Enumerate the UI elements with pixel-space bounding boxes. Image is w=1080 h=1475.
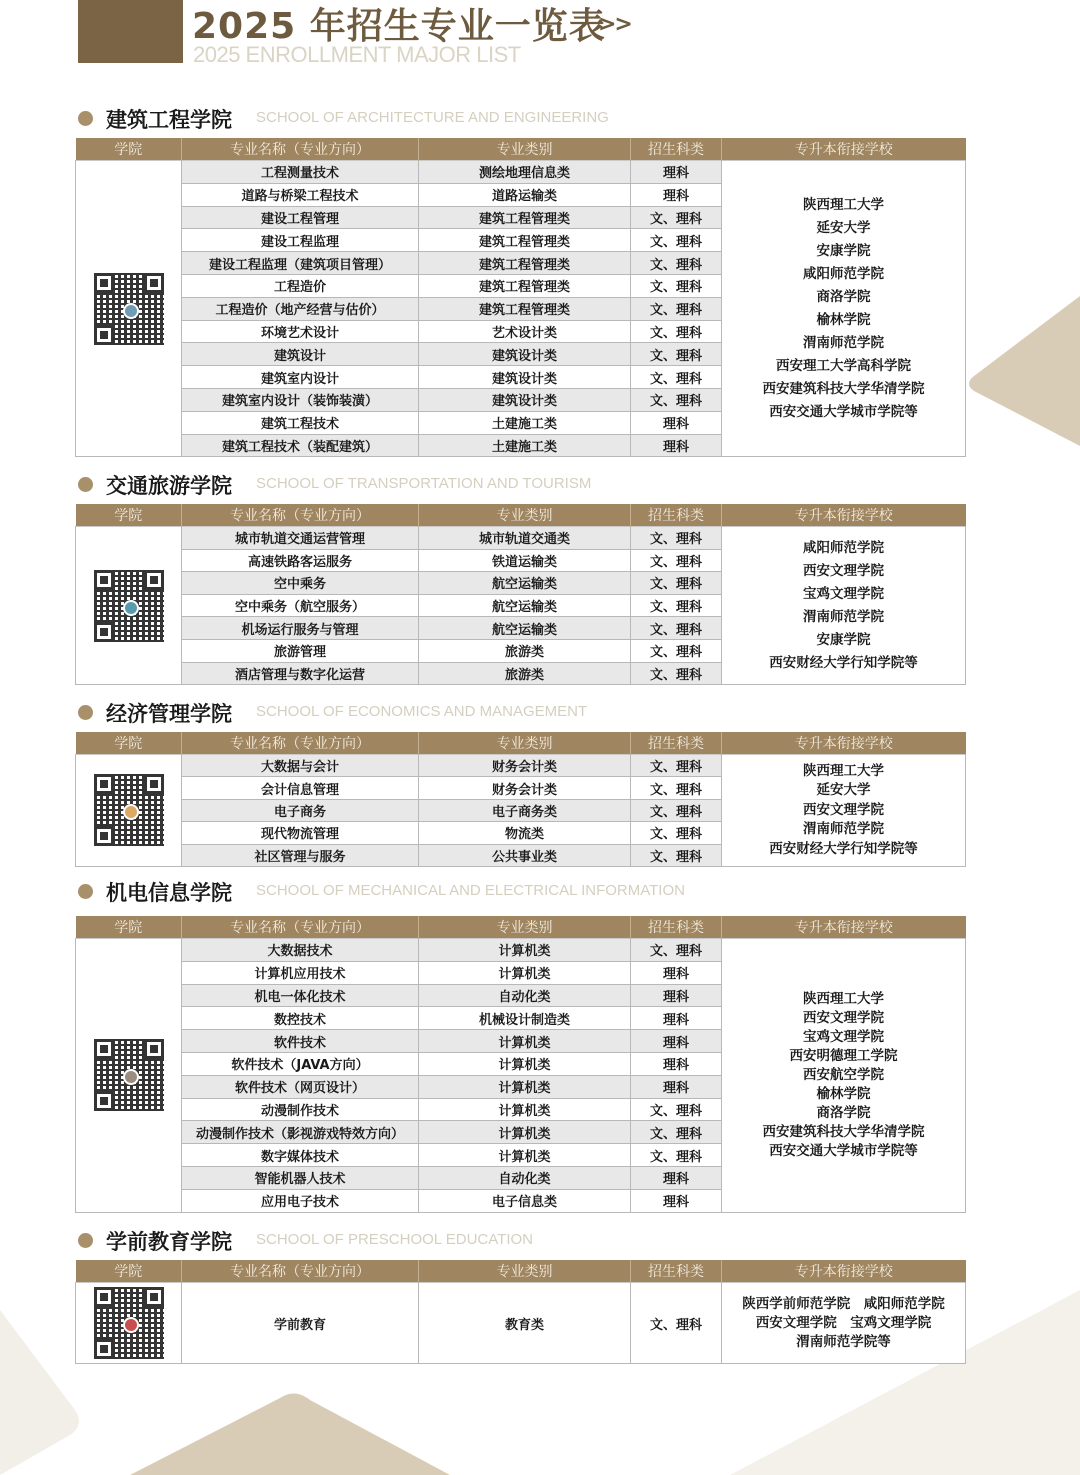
page-title: 2025 年招生专业一览表: [192, 6, 606, 47]
articulation-school: 西安明德理工学院: [789, 1047, 898, 1064]
column-header: 学院: [76, 732, 182, 755]
major-name: 旅游管理: [182, 639, 419, 662]
major-table: [75, 138, 966, 457]
table-row: [76, 161, 966, 184]
articulation-school: 渭南师范学院: [803, 334, 884, 351]
enrollment-subject: 文、理科: [631, 274, 722, 297]
articulation-school: 咸阳师范学院: [803, 265, 884, 282]
major-category: 自动化类: [419, 984, 631, 1007]
major-name: 建筑工程技术（装配建筑）: [182, 434, 419, 457]
decorative-triangle-bottom: [130, 1390, 450, 1475]
major-name: 建设工程管理: [182, 206, 419, 229]
decorative-triangle-right: [966, 296, 1080, 446]
articulation-school: 渭南师范学院: [803, 608, 884, 625]
major-category: 计算机类: [419, 1052, 631, 1075]
major-category: 铁道运输类: [419, 549, 631, 572]
section-title: 建筑工程学院: [106, 108, 232, 132]
section-subtitle: SCHOOL OF TRANSPORTATION AND TOURISM: [256, 475, 592, 492]
major-name: 大数据技术: [182, 939, 419, 962]
enrollment-subject: 理科: [631, 1007, 722, 1030]
header-accent-block: [78, 0, 183, 63]
table-row: [76, 527, 966, 550]
enrollment-subject: 文、理科: [631, 320, 722, 343]
section-heading: [75, 1225, 966, 1255]
section-title: 经济管理学院: [106, 702, 232, 726]
table-header-row: [76, 504, 966, 527]
section-heading: [75, 103, 966, 133]
bullet-dot-icon: [78, 111, 93, 126]
enrollment-subject: 文、理科: [631, 388, 722, 411]
major-name: 计算机应用技术: [182, 961, 419, 984]
college-section: [75, 469, 966, 685]
major-name: 软件技术: [182, 1030, 419, 1053]
major-name: 电子商务: [182, 799, 419, 821]
column-header: 专升本衔接学校: [722, 504, 966, 527]
major-category: 旅游类: [419, 639, 631, 662]
enrollment-subject: 文、理科: [631, 822, 722, 844]
enrollment-subject: 理科: [631, 1166, 722, 1189]
major-name: 学前教育: [182, 1283, 419, 1364]
major-category: 公共事业类: [419, 844, 631, 866]
column-header: 专升本衔接学校: [722, 1260, 966, 1283]
articulation-schools-cell: [722, 527, 966, 685]
qr-logo-icon: [123, 303, 139, 319]
enrollment-subject: 文、理科: [631, 549, 722, 572]
bullet-dot-icon: [78, 1233, 93, 1248]
major-category: 道路运输类: [419, 183, 631, 206]
major-category: 计算机类: [419, 1098, 631, 1121]
major-name: 机电一体化技术: [182, 984, 419, 1007]
section-subtitle: SCHOOL OF MECHANICAL AND ELECTRICAL INFORMATION: [256, 882, 685, 899]
column-header: 学院: [76, 1260, 182, 1283]
column-header: 专升本衔接学校: [722, 138, 966, 161]
major-category: 艺术设计类: [419, 320, 631, 343]
articulation-school: 安康学院: [816, 631, 871, 648]
column-header: 专业名称（专业方向）: [182, 1260, 419, 1283]
enrollment-subject: 理科: [631, 161, 722, 184]
major-category: 财务会计类: [419, 777, 631, 799]
articulation-school: 咸阳师范学院: [803, 539, 884, 556]
qr-logo-icon: [123, 1069, 139, 1085]
bullet-dot-icon: [78, 884, 93, 899]
enrollment-subject: 文、理科: [631, 1283, 722, 1364]
enrollment-subject: 文、理科: [631, 777, 722, 799]
enrollment-subject: 文、理科: [631, 297, 722, 320]
qr-logo-icon: [123, 804, 139, 820]
major-category: 建筑工程管理类: [419, 206, 631, 229]
articulation-school: 西安交通大学城市学院等: [769, 1142, 918, 1159]
major-category: 测绘地理信息类: [419, 161, 631, 184]
articulation-school: 西安航空学院: [803, 1066, 884, 1083]
major-category: 城市轨道交通类: [419, 527, 631, 550]
qr-finder-pattern: [94, 1091, 114, 1111]
major-name: 建筑工程技术: [182, 411, 419, 434]
enrollment-subject: 文、理科: [631, 229, 722, 252]
major-category: 土建施工类: [419, 434, 631, 457]
major-name: 动漫制作技术（影视游戏特效方向）: [182, 1121, 419, 1144]
major-table: [75, 1260, 966, 1364]
column-header: 专升本衔接学校: [722, 916, 966, 939]
column-header: 招生科类: [631, 138, 722, 161]
enrollment-subject: 文、理科: [631, 939, 722, 962]
enrollment-subject: 文、理科: [631, 1098, 722, 1121]
section-subtitle: SCHOOL OF PRESCHOOL EDUCATION: [256, 1231, 533, 1248]
qr-logo-icon: [123, 600, 139, 616]
articulation-school: 陕西理工大学: [803, 990, 884, 1007]
table-row: [76, 1283, 966, 1364]
enrollment-subject: 理科: [631, 434, 722, 457]
major-name: 高速铁路客运服务: [182, 549, 419, 572]
major-name: 建筑室内设计: [182, 366, 419, 389]
articulation-school: 陕西学前师范学院 咸阳师范学院: [742, 1295, 945, 1312]
enrollment-subject: 文、理科: [631, 799, 722, 821]
major-name: 应用电子技术: [182, 1189, 419, 1212]
articulation-schools-cell: [722, 161, 966, 457]
column-header: 专业类别: [419, 1260, 631, 1283]
major-name: 机场运行服务与管理: [182, 617, 419, 640]
table-header-row: [76, 732, 966, 755]
major-name: 动漫制作技术: [182, 1098, 419, 1121]
section-title: 学前教育学院: [106, 1230, 232, 1254]
major-name: 酒店管理与数字化运营: [182, 662, 419, 685]
articulation-school: 延安大学: [816, 782, 871, 799]
qr-finder-pattern: [94, 325, 114, 345]
articulation-school: 西安财经大学行知学院等: [769, 840, 918, 857]
major-category: 计算机类: [419, 1030, 631, 1053]
major-category: 教育类: [419, 1283, 631, 1364]
enrollment-subject: 文、理科: [631, 594, 722, 617]
major-category: 航空运输类: [419, 617, 631, 640]
qr-code-cell: [76, 755, 182, 867]
column-header: 专业类别: [419, 732, 631, 755]
major-name: 社区管理与服务: [182, 844, 419, 866]
enrollment-subject: 文、理科: [631, 639, 722, 662]
column-header: 专业类别: [419, 504, 631, 527]
major-category: 建筑设计类: [419, 343, 631, 366]
qr-finder-pattern: [94, 622, 114, 642]
major-table: [75, 732, 966, 867]
enrollment-subject: 文、理科: [631, 343, 722, 366]
section-heading: [75, 697, 966, 727]
major-category: 财务会计类: [419, 755, 631, 777]
table-header-row: [76, 916, 966, 939]
major-name: 建设工程监理（建筑项目管理）: [182, 252, 419, 275]
enrollment-subject: 文、理科: [631, 527, 722, 550]
major-name: 数控技术: [182, 1007, 419, 1030]
section-heading: [75, 469, 966, 499]
enrollment-subject: 文、理科: [631, 252, 722, 275]
articulation-school: 西安文理学院 宝鸡文理学院: [755, 1314, 932, 1331]
major-name: 会计信息管理: [182, 777, 419, 799]
title-arrow-icon: >>: [598, 12, 631, 37]
major-name: 工程测量技术: [182, 161, 419, 184]
enrollment-subject: 理科: [631, 1052, 722, 1075]
major-category: 电子商务类: [419, 799, 631, 821]
major-category: 建筑工程管理类: [419, 274, 631, 297]
qr-finder-pattern: [94, 1339, 114, 1359]
major-category: 计算机类: [419, 1121, 631, 1144]
major-name: 空中乘务（航空服务）: [182, 594, 419, 617]
enrollment-subject: 文、理科: [631, 1121, 722, 1144]
enrollment-subject: 理科: [631, 183, 722, 206]
major-category: 计算机类: [419, 961, 631, 984]
enrollment-subject: 文、理科: [631, 662, 722, 685]
enrollment-subject: 理科: [631, 961, 722, 984]
articulation-school: 西安文理学院: [803, 562, 884, 579]
articulation-schools-cell: [722, 939, 966, 1213]
major-name: 工程造价（地产经营与估价）: [182, 297, 419, 320]
section-title: 机电信息学院: [106, 881, 232, 905]
articulation-school: 西安建筑科技大学华清学院: [762, 380, 925, 397]
enrollment-subject: 文、理科: [631, 206, 722, 229]
column-header: 学院: [76, 504, 182, 527]
major-category: 电子信息类: [419, 1189, 631, 1212]
articulation-school: 渭南师范学院等: [796, 1333, 891, 1350]
major-category: 机械设计制造类: [419, 1007, 631, 1030]
bullet-dot-icon: [78, 477, 93, 492]
enrollment-subject: 文、理科: [631, 755, 722, 777]
articulation-school: 西安建筑科技大学华清学院: [762, 1123, 925, 1140]
table-row: [76, 755, 966, 777]
major-table: [75, 504, 966, 685]
major-name: 城市轨道交通运营管理: [182, 527, 419, 550]
articulation-school: 榆林学院: [816, 1085, 871, 1102]
column-header: 学院: [76, 138, 182, 161]
articulation-school: 安康学院: [816, 242, 871, 259]
major-name: 建设工程监理: [182, 229, 419, 252]
enrollment-subject: 文、理科: [631, 844, 722, 866]
column-header: 专业名称（专业方向）: [182, 916, 419, 939]
major-name: 环境艺术设计: [182, 320, 419, 343]
qr-code-cell: [76, 161, 182, 457]
major-table: [75, 916, 966, 1213]
section-heading: [75, 876, 966, 906]
column-header: 招生科类: [631, 916, 722, 939]
major-name: 现代物流管理: [182, 822, 419, 844]
major-category: 航空运输类: [419, 594, 631, 617]
articulation-schools-cell: [722, 755, 966, 867]
major-category: 土建施工类: [419, 411, 631, 434]
articulation-school: 宝鸡文理学院: [803, 1028, 884, 1045]
articulation-school: 西安财经大学行知学院等: [769, 654, 918, 671]
table-header-row: [76, 1260, 966, 1283]
articulation-school: 商洛学院: [816, 288, 871, 305]
column-header: 专业名称（专业方向）: [182, 504, 419, 527]
column-header: 专升本衔接学校: [722, 732, 966, 755]
qr-code-icon[interactable]: [94, 774, 164, 846]
column-header: 招生科类: [631, 1260, 722, 1283]
college-section: [75, 1225, 966, 1364]
column-header: 专业类别: [419, 138, 631, 161]
qr-code-icon[interactable]: [94, 1039, 164, 1111]
page-subtitle: 2025 ENROLLMENT MAJOR LIST: [193, 42, 521, 67]
enrollment-subject: 理科: [631, 1075, 722, 1098]
major-name: 工程造价: [182, 274, 419, 297]
major-name: 道路与桥梁工程技术: [182, 183, 419, 206]
major-name: 大数据与会计: [182, 755, 419, 777]
college-section: [75, 697, 966, 867]
major-category: 自动化类: [419, 1166, 631, 1189]
articulation-school: 商洛学院: [816, 1104, 871, 1121]
qr-finder-pattern: [94, 826, 114, 846]
table-header-row: [76, 138, 966, 161]
major-name: 空中乘务: [182, 572, 419, 595]
articulation-school: 西安文理学院: [803, 801, 884, 818]
major-name: 软件技术（网页设计）: [182, 1075, 419, 1098]
articulation-school: 陕西理工大学: [803, 762, 884, 779]
articulation-schools-cell: [722, 1283, 966, 1364]
bullet-dot-icon: [78, 705, 93, 720]
enrollment-subject: 文、理科: [631, 366, 722, 389]
college-section: [75, 876, 966, 1213]
enrollment-subject: 理科: [631, 984, 722, 1007]
articulation-school: 延安大学: [816, 219, 871, 236]
qr-code-icon[interactable]: [94, 570, 164, 642]
qr-code-cell: [76, 527, 182, 685]
table-row: [76, 939, 966, 962]
major-name: 建筑设计: [182, 343, 419, 366]
column-header: 学院: [76, 916, 182, 939]
column-header: 招生科类: [631, 732, 722, 755]
major-name: 智能机器人技术: [182, 1166, 419, 1189]
section-title: 交通旅游学院: [106, 474, 232, 498]
enrollment-subject: 理科: [631, 1030, 722, 1053]
section-subtitle: SCHOOL OF ARCHITECTURE AND ENGINEERING: [256, 109, 609, 126]
column-header: 专业类别: [419, 916, 631, 939]
enrollment-subject: 文、理科: [631, 1144, 722, 1167]
qr-code-icon[interactable]: [94, 273, 164, 345]
major-category: 物流类: [419, 822, 631, 844]
major-category: 计算机类: [419, 1144, 631, 1167]
spacer: [75, 906, 966, 916]
articulation-school: 渭南师范学院: [803, 821, 884, 838]
college-section: [75, 103, 966, 457]
articulation-school: 陕西理工大学: [803, 196, 884, 213]
major-category: 建筑工程管理类: [419, 252, 631, 275]
column-header: 招生科类: [631, 504, 722, 527]
enrollment-subject: 文、理科: [631, 572, 722, 595]
major-category: 计算机类: [419, 1075, 631, 1098]
articulation-school: 西安交通大学城市学院等: [769, 403, 918, 420]
section-subtitle: SCHOOL OF ECONOMICS AND MANAGEMENT: [256, 703, 588, 720]
major-name: 数字媒体技术: [182, 1144, 419, 1167]
articulation-school: 宝鸡文理学院: [803, 585, 884, 602]
articulation-school: 西安理工大学高科学院: [776, 357, 911, 374]
qr-code-icon[interactable]: [94, 1287, 164, 1359]
major-name: 建筑室内设计（装饰装潢）: [182, 388, 419, 411]
articulation-school: 榆林学院: [816, 311, 871, 328]
major-category: 计算机类: [419, 939, 631, 962]
major-category: 建筑工程管理类: [419, 297, 631, 320]
column-header: 专业名称（专业方向）: [182, 732, 419, 755]
major-category: 航空运输类: [419, 572, 631, 595]
major-category: 建筑设计类: [419, 388, 631, 411]
qr-logo-icon: [123, 1317, 139, 1333]
enrollment-subject: 理科: [631, 1189, 722, 1212]
major-category: 旅游类: [419, 662, 631, 685]
qr-code-cell: [76, 939, 182, 1213]
column-header: 专业名称（专业方向）: [182, 138, 419, 161]
major-category: 建筑设计类: [419, 366, 631, 389]
qr-code-cell: [76, 1283, 182, 1364]
major-category: 建筑工程管理类: [419, 229, 631, 252]
major-name: 软件技术（JAVA方向）: [182, 1052, 419, 1075]
articulation-school: 西安文理学院: [803, 1009, 884, 1026]
enrollment-subject: 文、理科: [631, 617, 722, 640]
enrollment-subject: 理科: [631, 411, 722, 434]
